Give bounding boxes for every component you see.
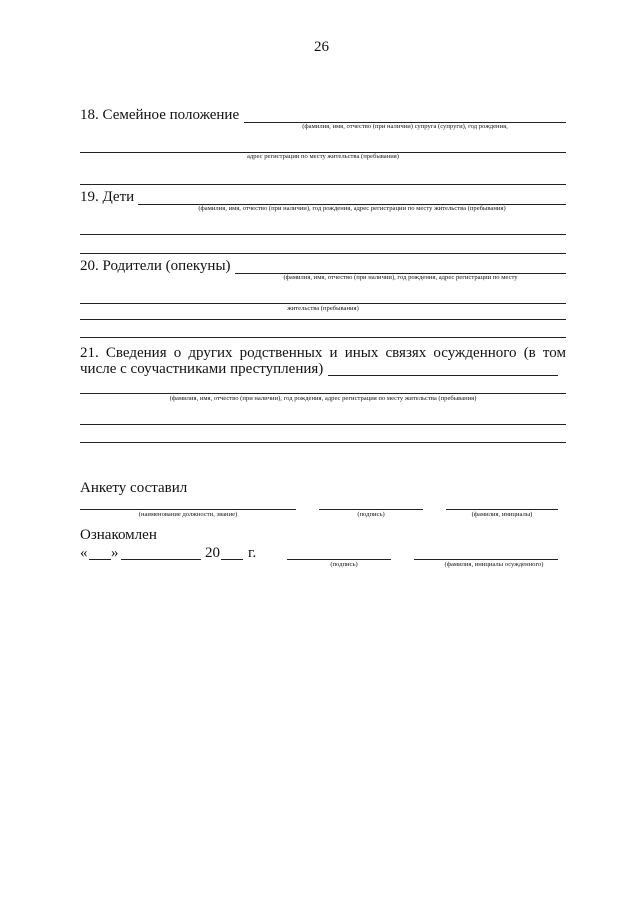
section-21-line-a xyxy=(328,375,558,376)
section-21-line-1: 21. Сведения о других родственных и иных связях осужденного (в том xyxy=(80,345,566,361)
section-19-line-3 xyxy=(80,253,566,254)
section-21-line-b xyxy=(80,393,566,394)
compiled-signature-line xyxy=(319,509,423,510)
compiled-label: Анкету составил xyxy=(80,480,188,496)
date-year-line xyxy=(221,559,243,560)
section-20-caption-1: (фамилия, имя, отчество (при наличии), год рождения, адрес регистрации по месту xyxy=(283,274,518,281)
section-18-caption-1: (фамилия, имя, отчество (при наличии) супруга (супруги), год рождения, xyxy=(302,123,508,130)
acquainted-signature-line xyxy=(287,559,391,560)
compiled-signature-caption: (подпись) xyxy=(357,511,385,518)
compiled-name-caption: (фамилия, инициалы) xyxy=(471,511,533,518)
page-number: 26 xyxy=(314,39,329,55)
compiled-name-line xyxy=(446,509,558,510)
acquainted-name-line xyxy=(414,559,558,560)
section-20-label: 20. Родители (опекуны) xyxy=(80,258,231,274)
section-18-line-3 xyxy=(80,184,566,185)
compiled-position-line xyxy=(80,509,296,510)
compiled-position-caption: (наименование должности, звание) xyxy=(138,511,238,518)
section-20-caption-2: жительства (пребывания) xyxy=(287,305,359,312)
section-19-line-2 xyxy=(80,234,566,235)
acquainted-label: Ознакомлен xyxy=(80,527,157,543)
section-21-line-d xyxy=(80,442,566,443)
section-18-label: 18. Семейное положение xyxy=(80,107,240,123)
section-18-caption-2: адрес регистрации по месту жительства (пребывания) xyxy=(246,153,400,160)
date-quote-open: « xyxy=(80,545,88,561)
section-20-line-3 xyxy=(80,319,566,320)
acquainted-signature-caption: (подпись) xyxy=(330,561,358,568)
date-year-suffix: г. xyxy=(248,545,257,561)
section-20-line-4 xyxy=(80,337,566,338)
date-year-prefix: 20 xyxy=(205,545,220,561)
section-19-label: 19. Дети xyxy=(80,189,135,205)
acquainted-name-caption: (фамилия, инициалы осужденного) xyxy=(444,561,544,568)
date-day-line xyxy=(89,559,111,560)
section-21-line-c xyxy=(80,424,566,425)
date-quote-close: » xyxy=(111,545,119,561)
section-19-caption-1: (фамилия, имя, отчество (при наличии), год рождения, адрес регистрации по месту жительства (пребывания) xyxy=(198,205,506,212)
section-21-caption-1: (фамилия, имя, отчество (при наличии), год рождения, адрес регистрация по месту жительства (пребывания) xyxy=(169,395,477,402)
section-20-line-2 xyxy=(80,303,566,304)
section-21-line-2: числе с соучастниками преступления) xyxy=(80,361,324,377)
date-month-line xyxy=(121,559,201,560)
